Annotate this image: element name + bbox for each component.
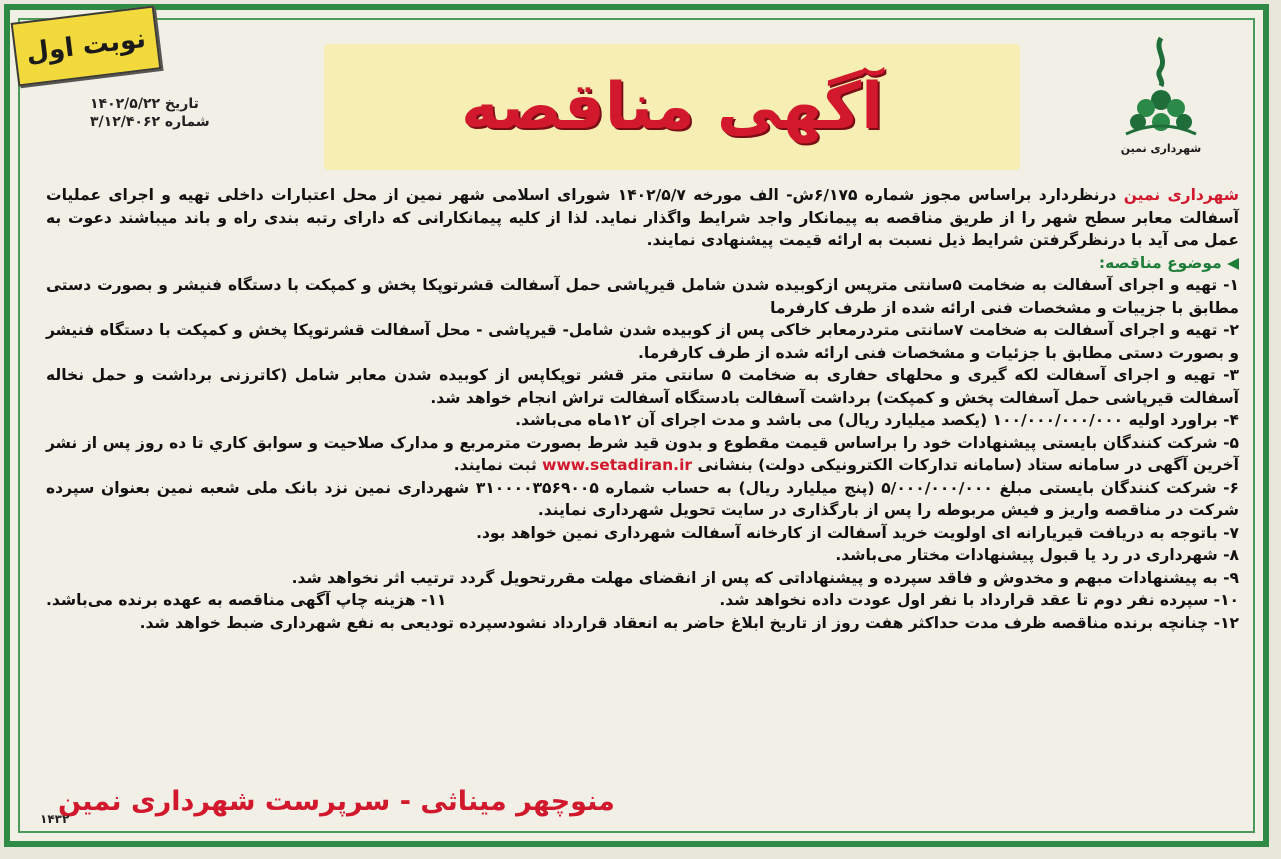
logo-text: شهرداری نمین bbox=[1120, 142, 1202, 155]
date-line: تاریخ ۱۴۰۲/۵/۲۲ bbox=[90, 96, 199, 112]
list-item: ۶- شرکت کنندگان بایستی مبلغ ۵/۰۰۰/۰۰۰/۰۰۰ (پنج میلیارد ریال) به حساب شماره ۳۱۰۰۰۰۳۵۶۹۰۰۵ شهرداری نمین نزد بانک ملی شعبه نمین بعنوان سپرده شرکت در مناقصه واریز و فیش مربوطه را پس از بارگذاری در سایت تحویل شهرداری نمایند. bbox=[46, 478, 1239, 519]
org-name: شهرداری نمین bbox=[1123, 186, 1239, 204]
intro-paragraph bbox=[46, 184, 1239, 252]
title-box bbox=[324, 44, 1020, 170]
list-item: ۴- براورد اولیه ۱۰۰/۰۰۰/۰۰۰/۰۰۰ (یکصد میلیارد ریال) می باشد و مدت اجرای آن ۱۲ماه می‌باشد. bbox=[515, 411, 1239, 429]
list-item-12: ۱۲- چنانچه برنده مناقصه ظرف مدت حداکثر هفت روز از تاریخ ابلاغ حاضر به انعقاد قرارداد نشودسپرده تودیعی به نفع شهرداری ضبط خواهد شد. bbox=[139, 613, 1239, 632]
list-item: ۲- تهیه و اجرای آسفالت به ضخامت ۷سانتی متردرمعابر خاکی پس از کوبیده شدن شامل- قیرپاشی - محل آسفالت قشرتوپکا پخش و کمپکت با دستگاه فنیشر و بصورت دستی مطابق با جزئیات و مشخصات فنی ارائه شده از طرف کارفرما. bbox=[46, 321, 1239, 362]
list-item: ۹- به پیشنهادات مبهم و مخدوش و فاقد سپرده و پیشنهاداتی که پس از انقضای مهلت مقررتحویل گردد ترتیب اثر نخواهد شد. bbox=[291, 568, 1239, 587]
intro-text: درنظردارد براساس مجوز شماره ۶/۱۷۵ش- الف مورخه ۱۴۰۲/۵/۷ شورای اسلامی شهر نمین از محل اعتبارات داخلی تهیه و اجرای عملیات آسفالت معابر سطح شهر را از طریق مناقصه به پیمانکار واجد شرایط واگذار نماید. لذا از کلیه پیمانکارانی که دارای رتبه بندی راه و باند میباشند دعوت به عمل می آید با درنظرگرفتن شرایط ذیل نسبت به ارائه قیمت پیشنهادی نمایند. bbox=[46, 186, 1239, 249]
ad-code: ۱۴۳۲ bbox=[40, 812, 70, 826]
signature: منوچهر میناثی - سرپرست شهرداری نمین bbox=[58, 786, 615, 817]
notice-body bbox=[46, 184, 1239, 634]
date-block bbox=[90, 95, 230, 131]
setadiran-link[interactable]: www.setadiran.ir bbox=[542, 456, 693, 474]
list-item: ۱- تهیه و اجرای آسفالت به ضخامت ۵سانتی مترپس ازکوبیده شدن شامل قیرپاشی حمل آسفالت قشرتوپکا پخش و کمپکت با دستگاه فنیشر و بصورت دستی مطابق با جزییات و مشخصات فنی ارائه شده از طرف کارفرما bbox=[46, 276, 1239, 317]
list-item: ۷- باتوجه به دریافت قیریارانه ای اولویت خرید آسفالت از کارخانه آسفالت شهرداری نمین خواهد بود. bbox=[476, 523, 1239, 542]
list-item: ۳- تهیه و اجرای آسفالت لکه گیری و محلهای حفاری به ضخامت ۵ سانتی متر قشر توپکاپس از کوبیده شدن معابر شامل (کاترزنی برداشت و حمل نخاله آسفالت قیرپاشی حمل آسفالت پخش و کمپکت) برداشت آسفالت بادستگاه آسفالت تراش انجام خواهد شد. bbox=[46, 366, 1239, 407]
municipality-logo bbox=[1101, 30, 1221, 170]
subject-heading: ◀ موضوع مناقصه: bbox=[1098, 253, 1239, 272]
list-item-5: ۵- شرکت کنندگان بایستی پیشنهادات خود را براساس قیمت مقطوع و بدون قید شرط بصورت مترمربع و مدارک صلاحیت و سوابق کاري تا ده روز پس از نشر آخرین آگهی در سامانه ستاد (سامانه تدارکات الکترونیکی دولت) بنشانی www.setadiran.ir ثبت نمایند. bbox=[46, 433, 1239, 474]
list-item-11: ۱۱- هزینه چاپ آگهی مناقصه به عهده برنده می‌باشد. bbox=[46, 591, 447, 609]
items-10-11 bbox=[46, 589, 1239, 612]
logo-emblem-icon bbox=[1116, 30, 1206, 140]
list-item: ۸- شهرداری در رد یا قبول پیشنهادات مختار می‌باشد. bbox=[835, 546, 1239, 564]
list-item-10: ۱۰- سپرده نفر دوم تا عقد قرارداد با نفر اول عودت داده نخواهد شد. bbox=[719, 591, 1239, 609]
number-line: شماره ۳/۱۲/۴۰۶۲ bbox=[90, 114, 210, 131]
arrow-icon: ◀ bbox=[1221, 253, 1239, 272]
round-badge: نوبت اول bbox=[11, 5, 162, 86]
page-title: آگهی مناقصه bbox=[461, 70, 883, 144]
